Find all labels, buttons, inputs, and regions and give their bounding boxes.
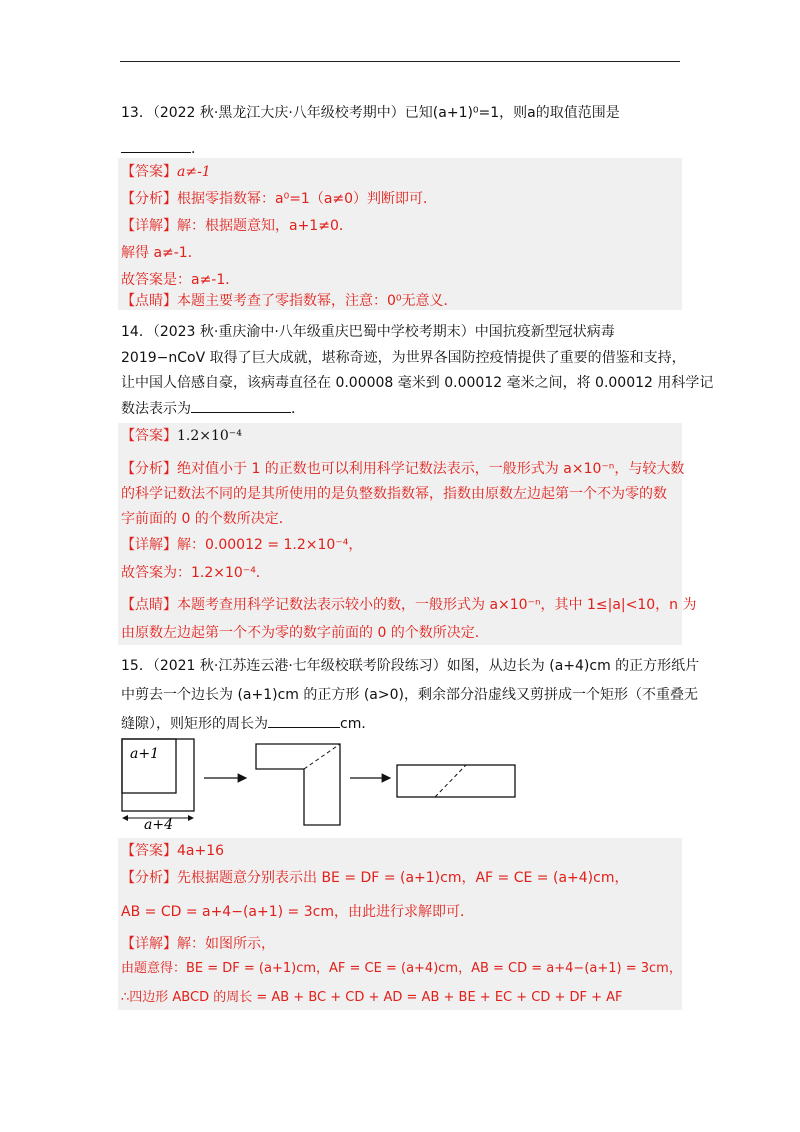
q14-stem-4 xyxy=(121,398,305,419)
q13-comment xyxy=(121,291,458,311)
q14-stem-2-text: 2019−nCoV 取得了巨大成就，堪称奇迹，为世界各国防控疫情提供了重要的借鉴和支持， xyxy=(121,350,686,366)
q15-answer xyxy=(121,841,224,861)
q14-stem-1-text: 14．（2023 秋·重庆渝中·八年级重庆巴蜀中学校考期末）中国抗疫新型冠状病毒 xyxy=(121,324,615,340)
analysis-label: 【分析】 xyxy=(121,461,177,477)
q15-analysis-1 xyxy=(121,868,628,888)
q15-stem-3-text: 缝隙），则矩形的周长为 xyxy=(121,716,268,732)
q15-stem-2-text: 中剪去一个边长为 (a+1)cm 的正方形 (a>0)，剩余部分沿虚线又剪拼成一个矩形（不重叠无 xyxy=(121,687,698,703)
q13-detail-text: 解：根据题意知，a+1≠0． xyxy=(177,218,353,234)
q15-stem-3 xyxy=(121,713,375,734)
q15-analysis-2 xyxy=(121,902,474,922)
q15-answer-blank xyxy=(268,713,340,728)
q14-stem-4-text: 数法表示为 xyxy=(121,401,191,417)
q14-answer-blank xyxy=(191,398,291,413)
q14-comment-1-text: 本题考查用科学记数法表示较小的数，一般形式为 a×10⁻ⁿ，其中 1≤|a|<10，n 为 xyxy=(177,597,697,613)
q15-analysis-2-text: AB = CD = a+4−(a+1) = 3cm，由此进行求解即可． xyxy=(121,904,474,920)
analysis-label: 【分析】 xyxy=(121,870,177,886)
answer-label: 【答案】 xyxy=(121,428,177,444)
q13-detail2-text: 解得 a≠-1． xyxy=(121,245,202,261)
q14-comment-2-text: 由原数左边起第一个不为零的数字前面的 0 的个数所决定． xyxy=(121,625,489,641)
q14-comment-2 xyxy=(121,623,489,643)
q15-detail-text: 解：如图所示， xyxy=(177,936,275,952)
q15-detail-2-text: 由题意得：BE = DF = (a+1)cm，AF = CE = (a+4)cm，AB = CD = a+4−(a+1) = 3cm， xyxy=(121,961,682,976)
q14-comment-1 xyxy=(121,595,697,615)
q13-detail-2 xyxy=(121,243,202,263)
q13-comment-text: 本题主要考查了零指数幂，注意：0⁰无意义． xyxy=(177,293,458,309)
q13-analysis xyxy=(121,189,437,209)
q15-stem-1-text: 15．（2021 秋·江苏连云港·七年级校联考阶段练习）如图，从边长为 (a+4)cm 的正方形纸片 xyxy=(121,658,700,674)
result-rectangle xyxy=(397,765,515,797)
q15-detail xyxy=(121,934,275,954)
q13-blank-end: ． xyxy=(191,141,205,157)
q15-blank-end: cm． xyxy=(340,716,376,732)
label-a-plus-4: a+4 xyxy=(144,817,173,830)
q15-stem-2 xyxy=(121,685,698,705)
q14-detail-text: 解：0.00012 = 1.2×10⁻⁴， xyxy=(177,537,363,553)
q14-analysis-3 xyxy=(121,509,293,529)
q15-answer-value: 4a+16 xyxy=(177,843,225,859)
l-shape-cut-line xyxy=(304,744,340,769)
q14-blank-end: ． xyxy=(291,401,305,417)
q13-detail-3 xyxy=(121,270,239,290)
comment-label: 【点睛】 xyxy=(121,293,177,309)
rectangle-cut-line xyxy=(435,765,466,797)
q14-answer xyxy=(121,426,242,446)
q15-figure xyxy=(118,738,528,830)
q13-analysis-text: 根据零指数幂：a⁰=1（a≠0）判断即可． xyxy=(177,191,438,207)
detail-label: 【详解】 xyxy=(121,218,177,234)
q14-analysis-3-text: 字前面的 0 的个数所决定． xyxy=(121,511,293,527)
q13-answer-blank xyxy=(121,138,191,153)
q14-detail xyxy=(121,535,362,555)
q14-analysis-2 xyxy=(121,484,667,504)
q14-detail-2-text: 故答案为：1.2×10⁻⁴． xyxy=(121,565,270,581)
q15-solution-band xyxy=(118,838,682,1010)
q15-detail-3 xyxy=(121,988,623,1008)
q13-blank-line xyxy=(121,138,205,159)
q14-stem-1 xyxy=(121,322,615,342)
q15-stem-1 xyxy=(121,656,699,676)
q14-analysis-1-text: 绝对值小于 1 的正数也可以利用科学记数法表示，一般形式为 a×10⁻ⁿ，与较大数 xyxy=(177,461,685,477)
q14-stem-3 xyxy=(121,373,713,393)
header-rule xyxy=(120,61,680,62)
q14-answer-value: 1.2×10⁻⁴ xyxy=(177,428,242,444)
label-a-plus-1: a+1 xyxy=(130,746,159,762)
q15-detail-2 xyxy=(121,959,682,979)
l-shape xyxy=(256,744,340,825)
q13-stem-text: 13．（2022 秋·黑龙江大庆·八年级校考期中）已知(a+1)⁰=1，则a的取值范围是 xyxy=(121,105,620,121)
q14-stem-3-text: 让中国人倍感自豪，该病毒直径在 0.00008 毫米到 0.00012 毫米之间，将 0.00012 用科学记 xyxy=(121,375,714,391)
detail-label: 【详解】 xyxy=(121,537,177,553)
q13-detail3-text: 故答案是：a≠-1． xyxy=(121,272,240,288)
q15-analysis-1-text: 先根据题意分别表示出 BE = DF = (a+1)cm，AF = CE = (a+4)cm， xyxy=(177,870,629,886)
q15-detail-3-text: ∴四边形 ABCD 的周长 = AB + BC + CD + AD = AB + BE + EC + CD + DF + AF xyxy=(121,990,623,1005)
q13-answer-value: a≠-1 xyxy=(177,164,211,180)
q14-detail-2 xyxy=(121,563,270,583)
q13-answer xyxy=(121,162,211,182)
q13-stem xyxy=(121,103,620,123)
q13-detail xyxy=(121,216,353,236)
analysis-label: 【分析】 xyxy=(121,191,177,207)
detail-label: 【详解】 xyxy=(121,936,177,952)
comment-label: 【点睛】 xyxy=(121,597,177,613)
answer-label: 【答案】 xyxy=(121,843,177,859)
q14-stem-2 xyxy=(121,348,686,368)
answer-label: 【答案】 xyxy=(121,164,177,180)
q14-analysis-2-text: 的科学记数法不同的是其所使用的是负整数指数幂，指数由原数左边起第一个不为零的数 xyxy=(121,486,667,502)
q14-analysis-1 xyxy=(121,459,684,479)
